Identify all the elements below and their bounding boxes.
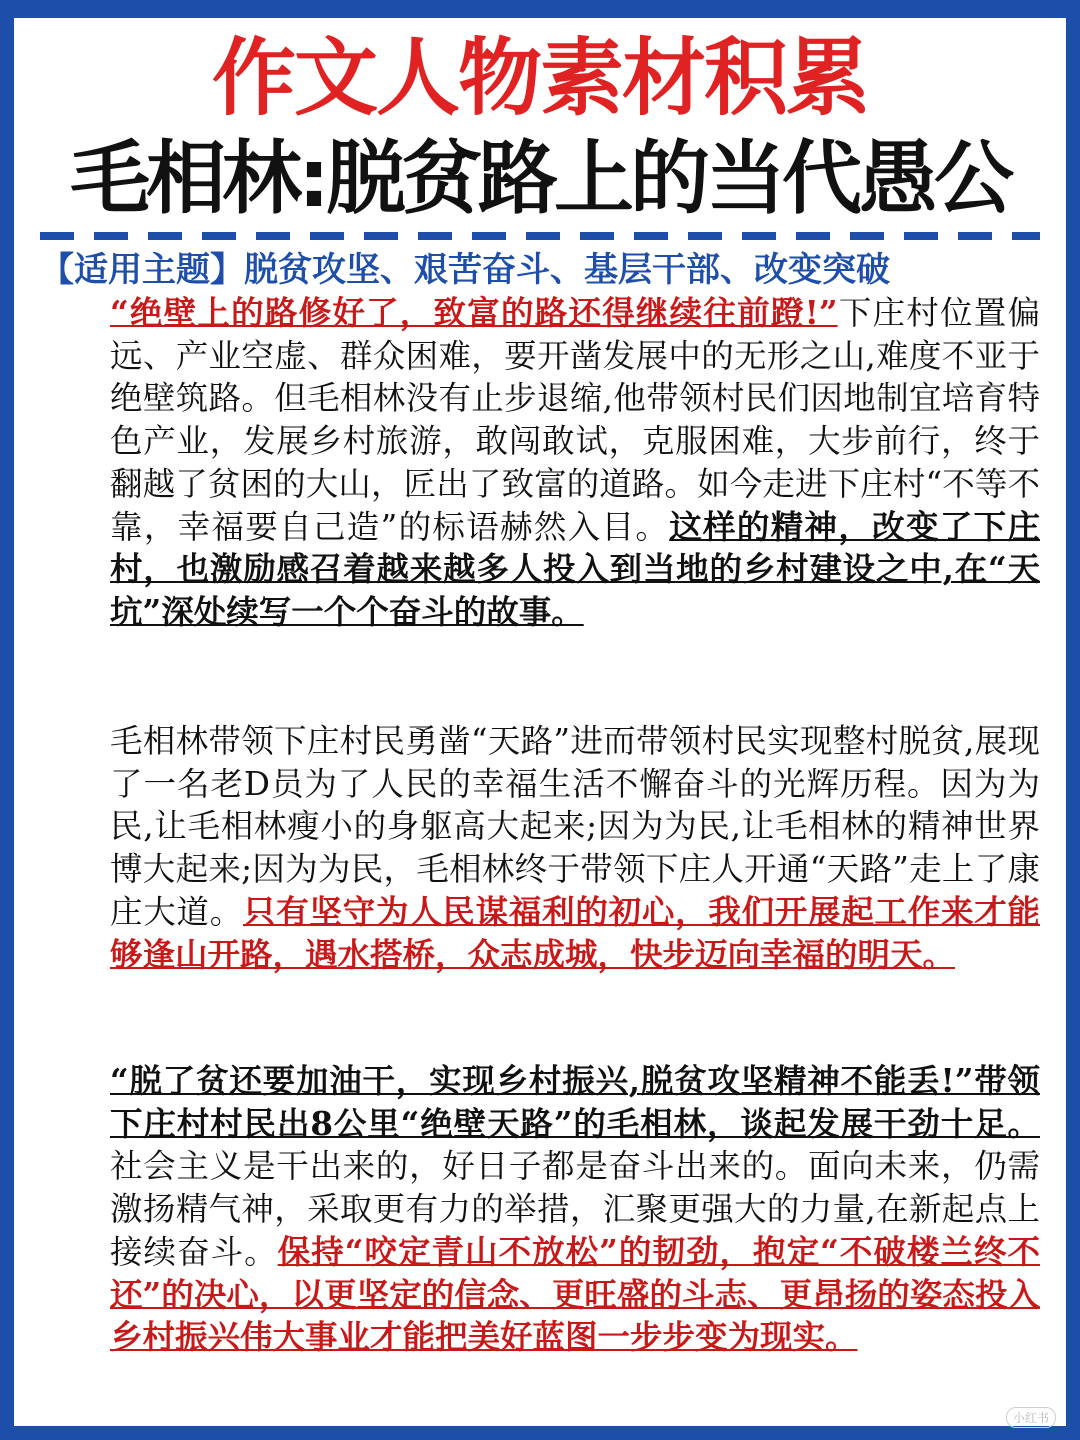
paragraph-2: [34, 720, 1040, 976]
paragraph-2-text: 毛相林带领下庄村民勇凿“天路”进而带领村民实现整村脱贫,展现了一名老D员为了人民的幸福生活不懈奋斗的光辉历程。因为为民,让毛相林瘦小的身躯高大起来;因为为民,让毛相林的精神世界博大起来;因为为民，毛相林终于带领下庄人开通“天路”走上了康庄大道。: [110, 722, 1040, 931]
paragraph-1: [34, 292, 1040, 634]
paragraph-1-quote: “绝壁上的路修好了，致富的路还得继续往前蹬!”: [110, 293, 838, 332]
page-subtitle: 毛相林:脱贫路上的当代愚公: [70, 132, 1010, 225]
paragraph-1-text: 下庄村位置偏远、产业空虚、群众困难，要开凿发展中的无形之山,难度不亚于绝壁筑路。但毛相林没有止步退缩,他带领村民们因地制宜培育特色产业，发展乡村旅游，敢闯敢试，克服困难，大步前行，终于翻越了贫困的大山，匠出了致富的道路。如今走进下庄村“不等不靠，幸福要自己造”的标语赫然入目。: [110, 294, 1040, 546]
theme-label: 【适用主题】: [40, 250, 244, 290]
theme-line: [40, 246, 1050, 294]
paragraph-3-quote: “脱了贫还要加油干，实现乡村振兴,脱贫攻坚精神不能丢!”带领下庄村村民出8公里“绝壁天路”的毛相林，谈起发展干劲十足。: [110, 1061, 1040, 1143]
page-title: 作文人物素材积累: [211, 29, 868, 127]
paragraph-2-emphasis: 只有坚守为人民谋福利的初心，我们开展起工作来才能够逢山开路，遇水搭桥，众志成城，快步迈向幸福的明天。: [110, 891, 1040, 974]
watermark-logo: 小红书: [1006, 1407, 1056, 1428]
dashed-divider: [40, 232, 1040, 240]
paragraph-1-emphasis: 这样的精神，改变了下庄村，也激励感召着越来越多人投入到当地的乡村建设之中,在“天坑”深处续写一个个奋斗的故事。: [110, 506, 1040, 631]
paragraph-3: [34, 1060, 1040, 1359]
theme-topics: 脱贫攻坚、艰苦奋斗、基层干部、改变突破: [244, 250, 890, 290]
paragraph-3-emphasis: 保持“咬定青山不放松”的韧劲，抱定“不破楼兰终不还”的决心，以更坚定的信念、更旺盛的斗志、更昂扬的姿态投入乡村振兴伟大事业才能把美好蓝图一步步变为现实。: [110, 1231, 1040, 1357]
paragraph-3-text: 社会主义是干出来的，好日子都是奋斗出来的。面向未来，仍需激扬精气神，采取更有力的举措，汇聚更强大的力量,在新起点上接续奋斗。: [110, 1147, 1040, 1271]
